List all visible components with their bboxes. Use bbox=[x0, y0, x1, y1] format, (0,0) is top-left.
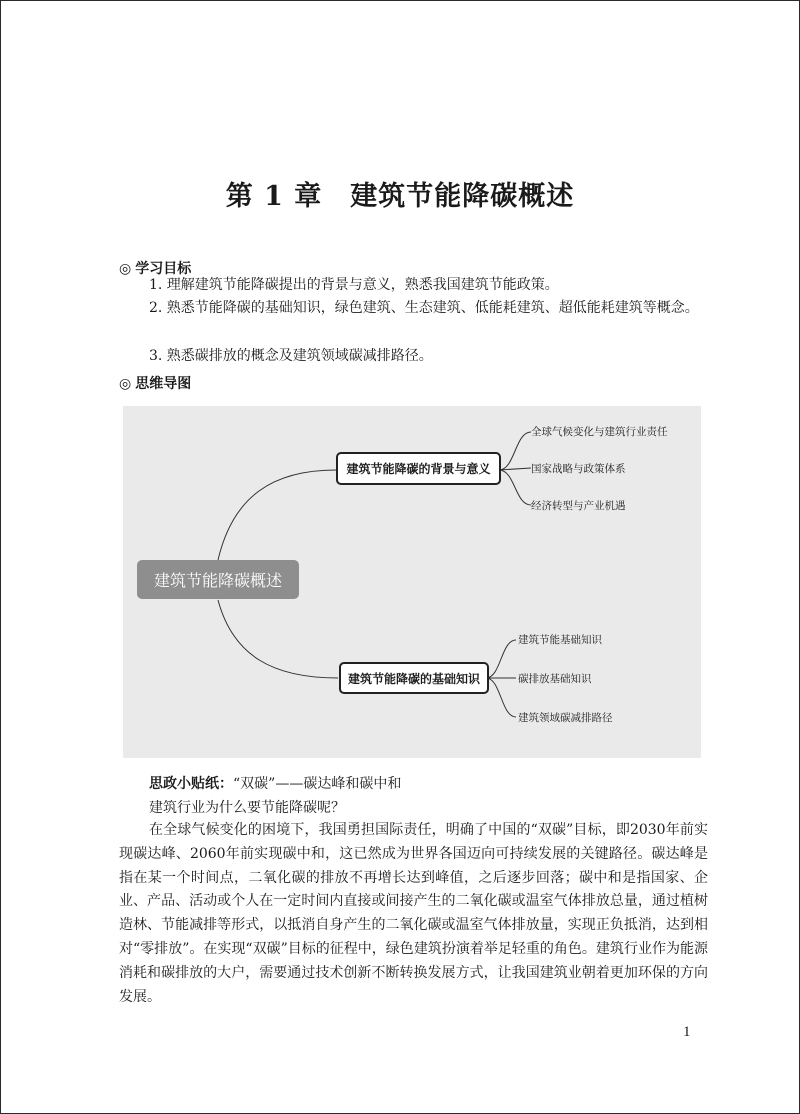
connector-b2-leaf1 bbox=[486, 640, 516, 678]
connector-b1-leaf3 bbox=[499, 470, 531, 505]
objectives-heading-text: 学习目标 bbox=[135, 261, 192, 277]
ideology-label: 思政小贴纸： bbox=[149, 776, 233, 792]
mindmap-heading bbox=[119, 373, 191, 393]
target-icon: ◎ bbox=[119, 261, 132, 277]
mindmap-leaf: 国家战略与政策体系 bbox=[531, 463, 626, 475]
ideology-title-line bbox=[149, 773, 401, 793]
mindmap-leaf: 全球气候变化与建筑行业责任 bbox=[531, 426, 668, 438]
mindmap-leaf: 经济转型与产业机遇 bbox=[531, 500, 626, 512]
target-icon: ◎ bbox=[119, 376, 132, 392]
mindmap-heading-text: 思维导图 bbox=[135, 376, 192, 392]
mindmap-leaf: 建筑节能基础知识 bbox=[518, 634, 602, 646]
mindmap-root-node: 建筑节能降碳概述 bbox=[137, 560, 299, 599]
connector-root-branch1 bbox=[218, 470, 336, 560]
mindmap-leaf: 碳排放基础知识 bbox=[518, 673, 592, 685]
objective-item-1: 1. 理解建筑节能降碳提出的背景与意义，熟悉我国建筑节能政策。 bbox=[149, 277, 559, 293]
ideology-question: 建筑行业为什么要节能降碳呢？ bbox=[149, 800, 345, 816]
connector-root-branch2 bbox=[218, 600, 338, 678]
ideology-title: “双碳”——碳达峰和碳中和 bbox=[233, 776, 402, 792]
connector-b1-leaf1 bbox=[499, 432, 531, 470]
mindmap-branch-basics: 建筑节能降碳的基础知识 bbox=[339, 662, 489, 694]
page-number: 1 bbox=[683, 1024, 691, 1040]
objective-item-2: 2. 熟悉节能降碳的基础知识，绿色建筑、生态建筑、低能耗建筑、超低能耗建筑等概念。 bbox=[149, 300, 699, 316]
mindmap-leaf: 建筑领域碳减排路径 bbox=[518, 712, 613, 724]
connector-b2-leaf3 bbox=[486, 678, 516, 717]
ideology-body: 在全球气候变化的困境下，我国勇担国际责任，明确了中国的“双碳”目标，即2030年前实现碳达峰、2060年前实现碳中和，这已然成为世界各国迈向可持续发展的关键路径。碳达峰是指在某一个时间点，二氧化碳的排放不再增长达到峰值，之后逐步回落；碳中和是指国家、企业、产品、活动或个人在一定时间内直接或间接产生的二氧化碳或温室气体排放总量，通过植树造林、节能减排等形式，以抵消自身产生的二氧化碳或温室气体排放量，实现正负抵消，达到相对“零排放”。在实现“双碳”目标的征程中，绿色建筑扮演着举足轻重的角色。建筑行业作为能源消耗和碳排放的大户，需要通过技术创新不断转换发展方式，让我国建筑业朝着更加环保的方向发展。 bbox=[119, 822, 708, 1005]
objective-item-3: 3. 熟悉碳排放的概念及建筑领域碳减排路径。 bbox=[149, 348, 433, 364]
chapter-title: 第 1 章 建筑节能降碳概述 bbox=[225, 181, 575, 212]
mindmap-branch-background: 建筑节能降碳的背景与意义 bbox=[336, 452, 501, 485]
